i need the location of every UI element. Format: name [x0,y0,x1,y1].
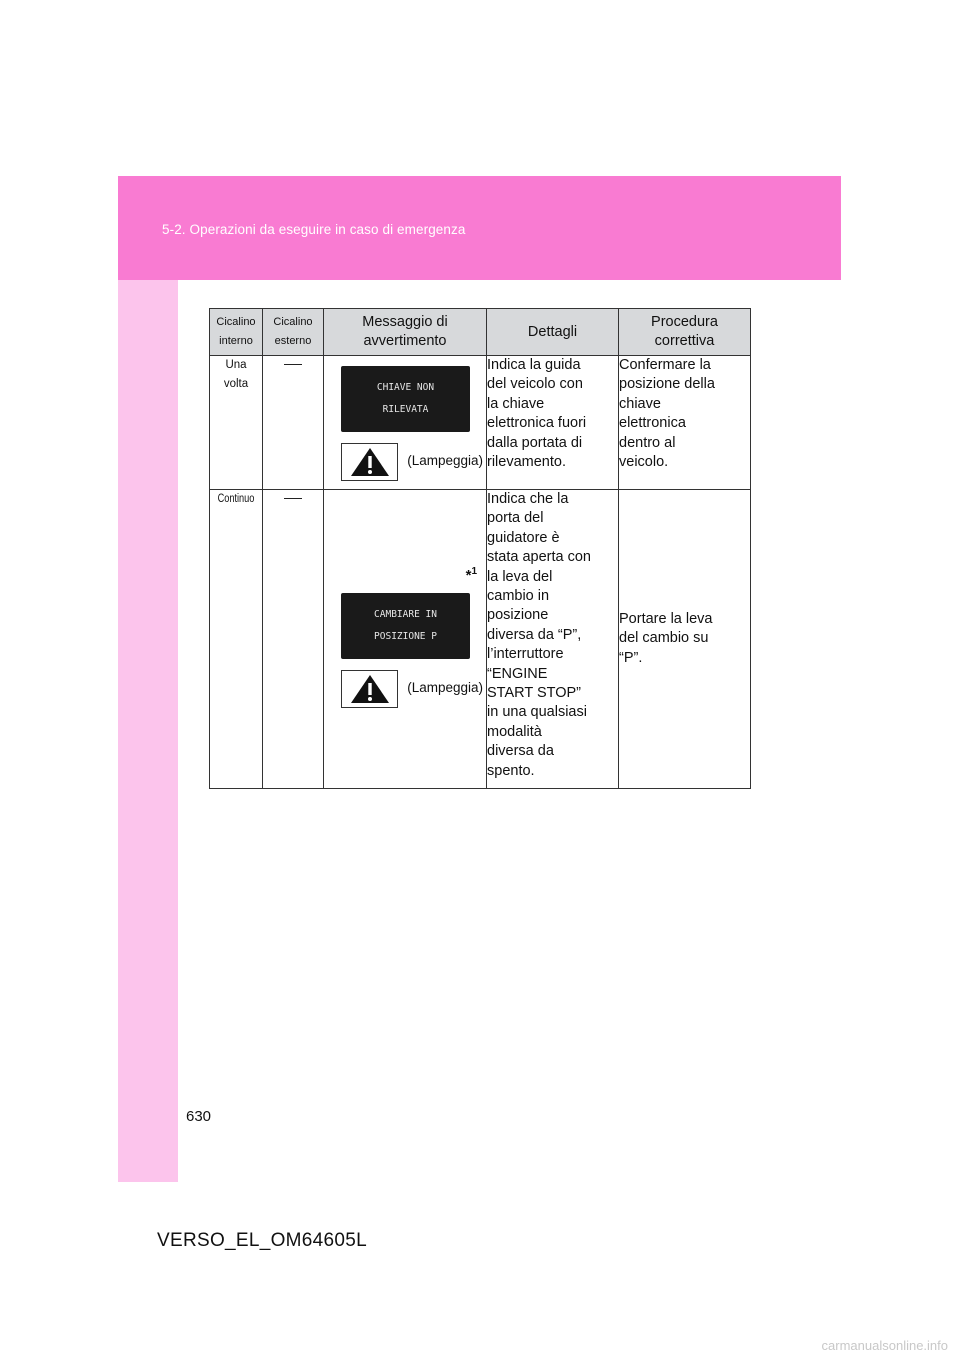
dash-mark [284,498,302,499]
header-internal-beep: Cicalino interno [210,309,263,356]
details-cell: Indica la guida del veicolo con la chiave elettronica fuori dalla portata di rilevamento. [487,356,619,490]
warning-triangle-icon [341,443,398,481]
procedure-cell: Confermare la posizione della chiave elettronica dentro al veicolo. [619,356,751,490]
table-row [210,356,751,490]
display-message: CAMBIARE IN POSIZIONE P [341,593,470,659]
page-number: 630 [186,1108,212,1125]
warning-triangle-icon [341,670,398,708]
header-message: Messaggio di avvertimento [324,309,487,356]
header-external-beep: Cicalino esterno [263,309,324,356]
internal-beep-cell: Una volta [210,356,263,490]
message-cell [324,490,487,789]
internal-beep-cell: Continuo [210,490,263,789]
procedure-cell: Portare la leva del cambio su “P”. [619,490,751,789]
table-row [210,490,751,789]
header-procedure: Procedura correttiva [619,309,751,356]
warning-table [209,308,751,789]
display-message: CHIAVE NON RILEVATA [341,366,470,432]
external-beep-cell [263,490,324,789]
external-beep-cell [263,356,324,490]
site-watermark-link[interactable]: carmanualsonline.info [821,1338,948,1353]
header-details: Dettagli [487,309,619,356]
details-cell: Indica che la porta del guidatore è stata aperta con la leva del cambio in posizione diversa da “P”, l’interruttore “ENGINE START STOP” in una qualsiasi modalità diversa da spento. [487,490,619,789]
side-margin-band [118,280,178,1182]
section-title: 5-2. Operazioni da eseguire in caso di emergenza [162,222,466,237]
flash-label: (Lampeggia) [407,680,483,695]
flash-label: (Lampeggia) [407,453,483,468]
message-cell [324,356,487,490]
document-code: VERSO_EL_OM64605L [157,1230,367,1251]
dash-mark [284,364,302,365]
table-header-row [210,309,751,356]
footnote-mark: *$^1$ [465,566,477,584]
